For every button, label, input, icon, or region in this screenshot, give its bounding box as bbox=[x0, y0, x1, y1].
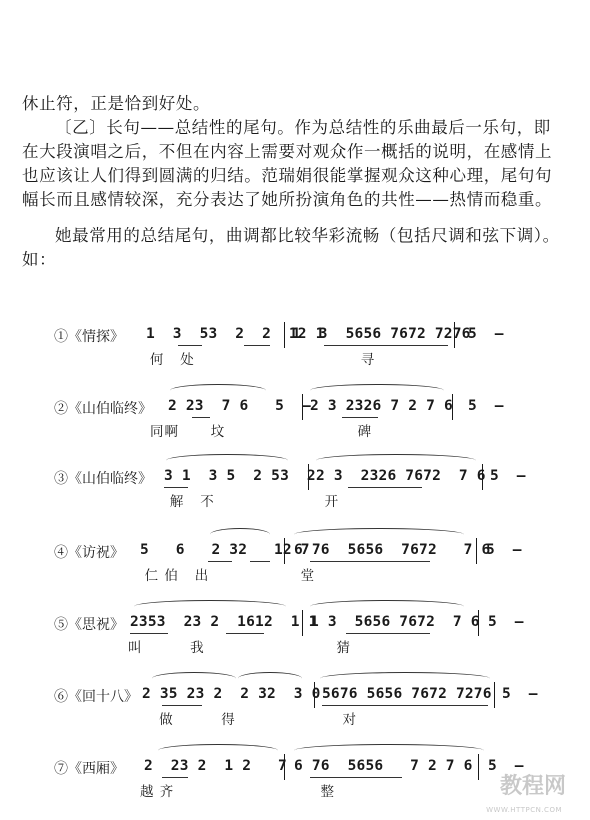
notation-end: 5 – bbox=[468, 326, 504, 342]
slur bbox=[294, 744, 484, 757]
slur bbox=[316, 454, 476, 467]
body-text bbox=[22, 92, 567, 272]
barline bbox=[452, 394, 453, 420]
lyrics: 猜 bbox=[310, 640, 351, 656]
barline bbox=[302, 394, 303, 420]
example-source: ①《情探》 bbox=[54, 329, 124, 345]
example-source: ⑤《思祝》 bbox=[54, 617, 124, 633]
slur bbox=[310, 384, 444, 397]
slur bbox=[166, 454, 288, 467]
slur bbox=[170, 384, 266, 397]
notation-end: 5 – bbox=[486, 542, 522, 558]
notation-measure: 2 23 7 6 5 – bbox=[168, 398, 311, 414]
notation-measure: 6 76 5656 7 2 7 6 bbox=[294, 758, 473, 774]
beam bbox=[250, 561, 270, 562]
watermark-url: WWW.HTTPCN.COM bbox=[486, 806, 562, 814]
barline bbox=[494, 682, 495, 708]
beam bbox=[342, 417, 378, 418]
beam bbox=[348, 487, 422, 488]
barline bbox=[476, 538, 477, 564]
slur bbox=[152, 672, 236, 685]
notation-measure: 2 3 2326 7 2 7 6 bbox=[310, 398, 453, 414]
slur bbox=[320, 672, 490, 685]
example-source: ②《山伯临终》 bbox=[54, 401, 152, 417]
notation-end: 5 – bbox=[488, 614, 524, 630]
beam bbox=[130, 633, 168, 634]
beam bbox=[346, 633, 430, 634]
notation-end: 5 – bbox=[490, 468, 526, 484]
notation-measure: 5676 5656 7672 7276 bbox=[322, 686, 492, 702]
notation-measure: 1 3 5656 7672 7276 bbox=[292, 326, 471, 342]
example-source: ⑥《回十八》 bbox=[54, 689, 138, 705]
beam bbox=[208, 561, 232, 562]
lyrics: 堂 bbox=[290, 568, 316, 584]
slur bbox=[294, 528, 464, 541]
barline bbox=[478, 610, 479, 636]
paragraph: 她最常用的总结尾句，曲调都比较华彩流畅（包括尺调和弦下调）。如： bbox=[22, 226, 560, 269]
beam bbox=[324, 345, 448, 346]
beam bbox=[310, 777, 402, 778]
paragraph: 〔乙〕长句——总结性的尾句。作为总结性的乐曲最后一乐句，即在大段演唱之后，不但在内容上需要对观众作一概括的说明，在感情上也应该让人们得到圆满的归结。范瑞娟很能掌握观众这种心理，尾句句幅长而且感情较深，充分表达了她所扮演角色的共性——热情而稳重。 bbox=[22, 118, 553, 209]
lyrics: 叫 我 bbox=[128, 640, 205, 656]
slur bbox=[158, 744, 278, 757]
beam bbox=[192, 417, 210, 418]
lyrics: 何 处 bbox=[134, 352, 195, 368]
barline bbox=[302, 610, 303, 636]
beam bbox=[244, 345, 270, 346]
notation-measure: 6 76 5656 7672 7 6 bbox=[294, 542, 491, 558]
lyrics: 碑 bbox=[310, 424, 373, 440]
beam bbox=[162, 777, 188, 778]
lyrics: 同啊 坟 bbox=[150, 424, 226, 440]
music-example bbox=[54, 460, 578, 510]
notation-measure: 1 3 53 2 2 12 1 bbox=[146, 326, 325, 342]
slur bbox=[210, 528, 270, 541]
barline bbox=[308, 464, 309, 490]
barline bbox=[454, 322, 455, 348]
lyrics: 做 得 bbox=[138, 712, 236, 728]
beam bbox=[322, 705, 488, 706]
slur bbox=[238, 672, 302, 685]
notation-measure: 2 35 23 2 2 32 3 0 bbox=[142, 686, 321, 702]
notation-measure: 5 6 2 32 12 7 bbox=[140, 542, 310, 558]
notation-end: 5 – bbox=[502, 686, 538, 702]
notation-measure: 2 3 2326 7672 7 6 bbox=[316, 468, 486, 484]
barline bbox=[284, 538, 285, 564]
slur bbox=[134, 600, 286, 613]
notation-measure: 1 3 5656 7672 7 6 bbox=[310, 614, 480, 630]
beam bbox=[310, 561, 430, 562]
lyrics: 开 bbox=[314, 494, 340, 510]
lyrics: 仁 伯 出 bbox=[134, 568, 210, 584]
notation-end: 5 – bbox=[468, 398, 504, 414]
example-source: ④《访祝》 bbox=[54, 545, 124, 561]
lyrics: 整 bbox=[294, 784, 335, 800]
watermark-logo: 教程网 bbox=[499, 774, 566, 799]
example-source: ⑦《西厢》 bbox=[54, 761, 124, 777]
notation-measure: 2353 23 2 1612 1 1 bbox=[130, 614, 318, 630]
notation-measure: 2 23 2 1 2 7 bbox=[144, 758, 287, 774]
barline bbox=[284, 754, 285, 780]
lyrics: 寻 bbox=[292, 352, 376, 368]
music-example bbox=[54, 534, 578, 584]
notation-end: 5 – bbox=[488, 758, 524, 774]
beam bbox=[178, 345, 202, 346]
beam bbox=[162, 705, 202, 706]
example-source: ③《山伯临终》 bbox=[54, 471, 152, 487]
music-example bbox=[54, 318, 578, 368]
lyrics: 解 不 bbox=[154, 494, 215, 510]
barline bbox=[284, 322, 285, 348]
paragraph: 休止符，正是恰到好处。 bbox=[22, 94, 211, 113]
barline bbox=[314, 682, 315, 708]
notation-measure: 3 1 3 5 2 53 2 bbox=[164, 468, 316, 484]
beam bbox=[226, 633, 264, 634]
beam bbox=[164, 487, 188, 488]
slur bbox=[310, 600, 464, 613]
music-example bbox=[54, 678, 578, 728]
barline bbox=[478, 754, 479, 780]
barline bbox=[482, 464, 483, 490]
music-example bbox=[54, 390, 578, 440]
lyrics: 对 bbox=[316, 712, 357, 728]
music-example bbox=[54, 606, 578, 656]
lyrics: 越 齐 bbox=[140, 784, 175, 800]
